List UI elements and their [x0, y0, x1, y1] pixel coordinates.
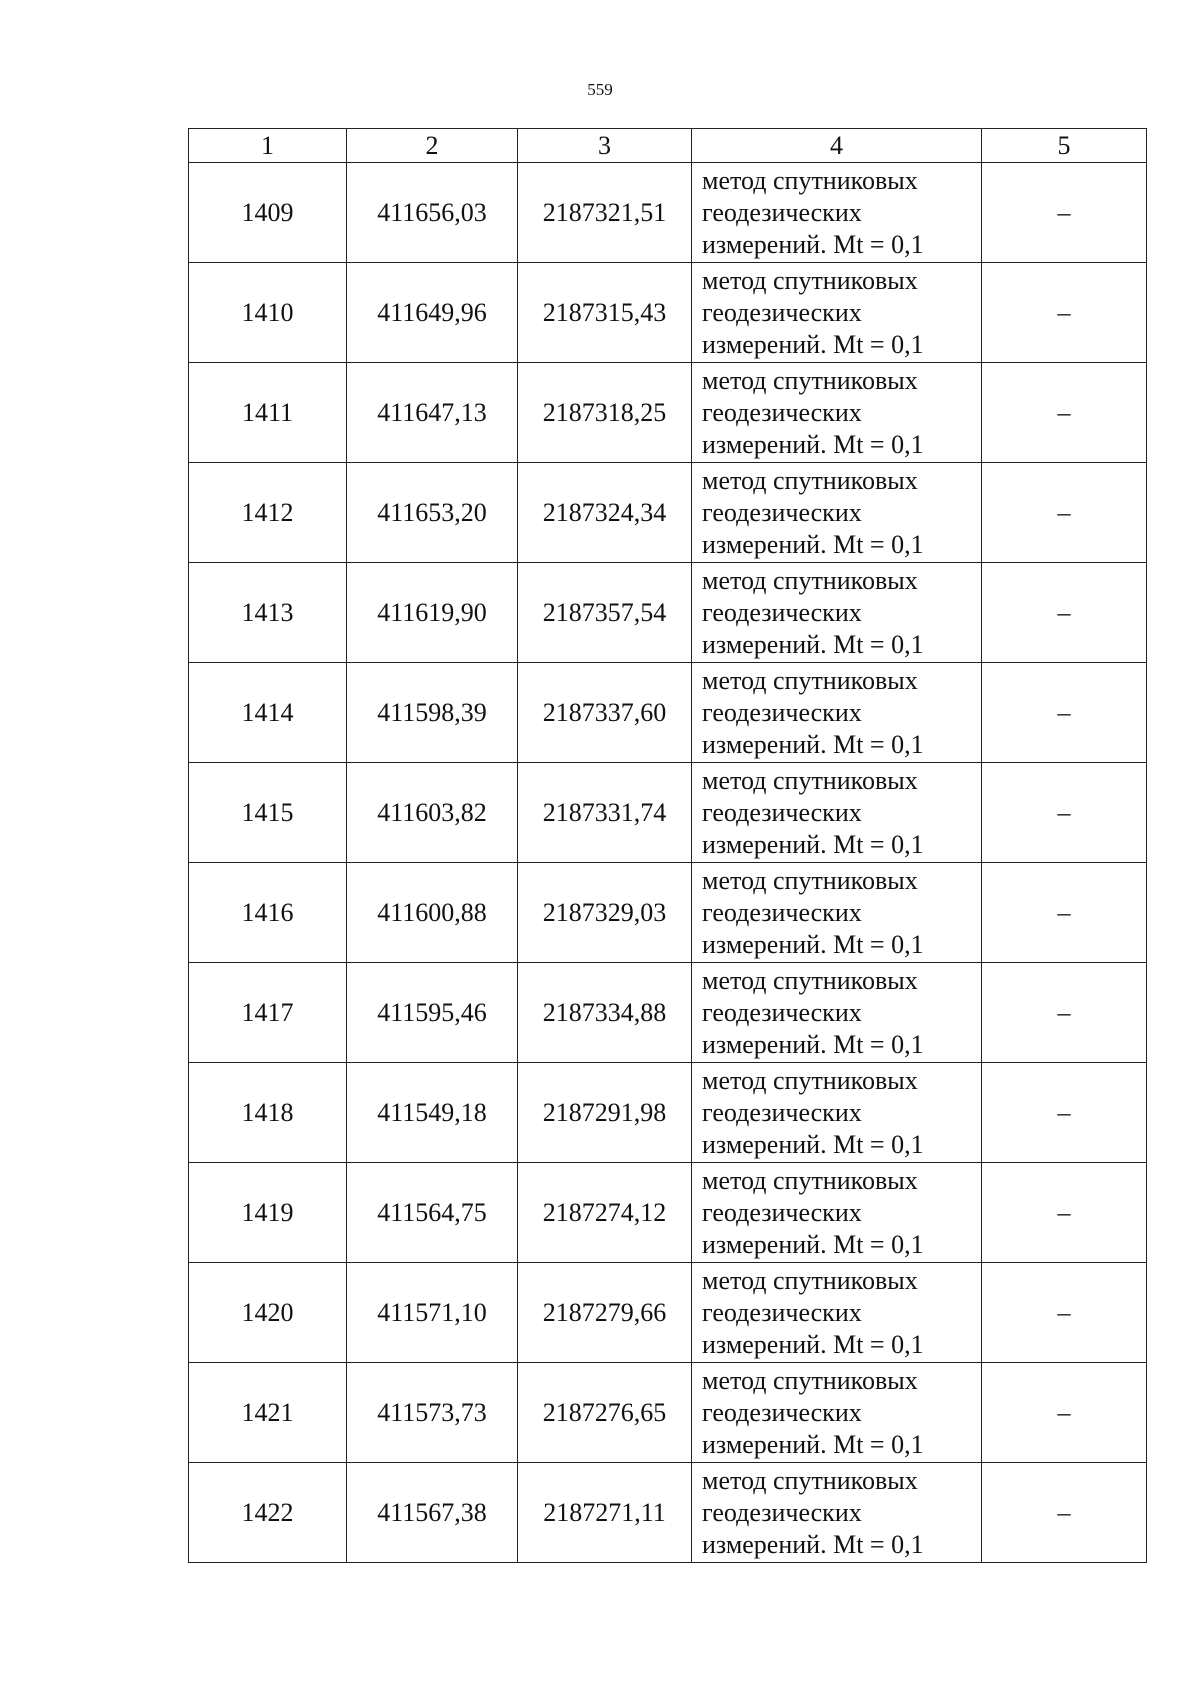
- table-header: [189, 129, 1147, 163]
- note-cell: –: [982, 563, 1147, 663]
- x-coordinate-cell: 411571,10: [347, 1263, 518, 1363]
- note-cell: –: [982, 663, 1147, 763]
- method-line: измерений. Mt = 0,1: [702, 929, 924, 959]
- point-number-cell: 1412: [189, 463, 347, 563]
- point-number-cell: 1417: [189, 963, 347, 1063]
- y-coordinate-cell: 2187315,43: [518, 263, 692, 363]
- method-line: метод спутниковых: [702, 1165, 918, 1195]
- method-line: геодезических: [702, 1297, 862, 1327]
- x-coordinate-cell: 411603,82: [347, 763, 518, 863]
- x-coordinate-cell: 411656,03: [347, 163, 518, 263]
- point-number-cell: 1416: [189, 863, 347, 963]
- method-line: геодезических: [702, 1497, 862, 1527]
- method-cell: [692, 463, 982, 563]
- note-cell: –: [982, 1263, 1147, 1363]
- y-coordinate-cell: 2187318,25: [518, 363, 692, 463]
- coordinates-table: [188, 128, 1147, 1563]
- method-cell: [692, 1463, 982, 1563]
- method-line: геодезических: [702, 297, 862, 327]
- method-line: измерений. Mt = 0,1: [702, 329, 924, 359]
- note-cell: –: [982, 363, 1147, 463]
- y-coordinate-cell: 2187334,88: [518, 963, 692, 1063]
- y-coordinate-cell: 2187276,65: [518, 1363, 692, 1463]
- table-row: [189, 963, 1147, 1063]
- x-coordinate-cell: 411573,73: [347, 1363, 518, 1463]
- method-line: метод спутниковых: [702, 465, 918, 495]
- method-line: метод спутниковых: [702, 165, 918, 195]
- table-row: [189, 763, 1147, 863]
- method-cell: [692, 863, 982, 963]
- method-line: метод спутниковых: [702, 565, 918, 595]
- x-coordinate-cell: 411600,88: [347, 863, 518, 963]
- method-cell: [692, 563, 982, 663]
- table-row: [189, 563, 1147, 663]
- method-line: геодезических: [702, 397, 862, 427]
- table-row: [189, 1263, 1147, 1363]
- point-number-cell: 1410: [189, 263, 347, 363]
- method-line: измерений. Mt = 0,1: [702, 729, 924, 759]
- method-cell: [692, 363, 982, 463]
- method-line: геодезических: [702, 497, 862, 527]
- x-coordinate-cell: 411653,20: [347, 463, 518, 563]
- column-header-4: 4: [692, 129, 982, 163]
- method-line: метод спутниковых: [702, 1065, 918, 1095]
- header-row: [189, 129, 1147, 163]
- method-cell: [692, 1163, 982, 1263]
- method-cell: [692, 1063, 982, 1163]
- note-cell: –: [982, 1463, 1147, 1563]
- x-coordinate-cell: 411567,38: [347, 1463, 518, 1563]
- y-coordinate-cell: 2187271,11: [518, 1463, 692, 1563]
- point-number-cell: 1420: [189, 1263, 347, 1363]
- y-coordinate-cell: 2187291,98: [518, 1063, 692, 1163]
- method-line: метод спутниковых: [702, 765, 918, 795]
- column-header-2: 2: [347, 129, 518, 163]
- method-line: измерений. Mt = 0,1: [702, 429, 924, 459]
- x-coordinate-cell: 411647,13: [347, 363, 518, 463]
- table-row: [189, 1463, 1147, 1563]
- table-row: [189, 663, 1147, 763]
- note-cell: –: [982, 1063, 1147, 1163]
- method-line: геодезических: [702, 1397, 862, 1427]
- y-coordinate-cell: 2187331,74: [518, 763, 692, 863]
- method-line: измерений. Mt = 0,1: [702, 1429, 924, 1459]
- method-line: метод спутниковых: [702, 265, 918, 295]
- method-line: метод спутниковых: [702, 365, 918, 395]
- note-cell: –: [982, 1163, 1147, 1263]
- note-cell: –: [982, 1363, 1147, 1463]
- method-line: метод спутниковых: [702, 1265, 918, 1295]
- point-number-cell: 1413: [189, 563, 347, 663]
- method-line: геодезических: [702, 1197, 862, 1227]
- note-cell: –: [982, 763, 1147, 863]
- note-cell: –: [982, 463, 1147, 563]
- method-cell: [692, 1363, 982, 1463]
- table-row: [189, 863, 1147, 963]
- point-number-cell: 1411: [189, 363, 347, 463]
- x-coordinate-cell: 411598,39: [347, 663, 518, 763]
- y-coordinate-cell: 2187324,34: [518, 463, 692, 563]
- table-body: [189, 163, 1147, 1563]
- method-line: измерений. Mt = 0,1: [702, 1329, 924, 1359]
- method-line: метод спутниковых: [702, 1365, 918, 1395]
- method-line: метод спутниковых: [702, 965, 918, 995]
- method-line: геодезических: [702, 997, 862, 1027]
- point-number-cell: 1418: [189, 1063, 347, 1163]
- y-coordinate-cell: 2187329,03: [518, 863, 692, 963]
- method-line: метод спутниковых: [702, 665, 918, 695]
- method-line: геодезических: [702, 1097, 862, 1127]
- method-line: метод спутниковых: [702, 865, 918, 895]
- method-cell: [692, 663, 982, 763]
- table-row: [189, 1063, 1147, 1163]
- point-number-cell: 1414: [189, 663, 347, 763]
- table-row: [189, 463, 1147, 563]
- method-line: геодезических: [702, 797, 862, 827]
- method-line: измерений. Mt = 0,1: [702, 529, 924, 559]
- method-cell: [692, 763, 982, 863]
- note-cell: –: [982, 863, 1147, 963]
- point-number-cell: 1421: [189, 1363, 347, 1463]
- point-number-cell: 1415: [189, 763, 347, 863]
- y-coordinate-cell: 2187274,12: [518, 1163, 692, 1263]
- y-coordinate-cell: 2187357,54: [518, 563, 692, 663]
- method-line: измерений. Mt = 0,1: [702, 1529, 924, 1559]
- table-row: [189, 1363, 1147, 1463]
- note-cell: –: [982, 163, 1147, 263]
- method-line: измерений. Mt = 0,1: [702, 1029, 924, 1059]
- y-coordinate-cell: 2187321,51: [518, 163, 692, 263]
- method-line: геодезических: [702, 197, 862, 227]
- method-cell: [692, 1263, 982, 1363]
- table-row: [189, 163, 1147, 263]
- x-coordinate-cell: 411649,96: [347, 263, 518, 363]
- method-line: геодезических: [702, 697, 862, 727]
- method-cell: [692, 263, 982, 363]
- y-coordinate-cell: 2187337,60: [518, 663, 692, 763]
- table-row: [189, 263, 1147, 363]
- method-cell: [692, 963, 982, 1063]
- method-line: измерений. Mt = 0,1: [702, 629, 924, 659]
- column-header-3: 3: [518, 129, 692, 163]
- y-coordinate-cell: 2187279,66: [518, 1263, 692, 1363]
- method-line: измерений. Mt = 0,1: [702, 229, 924, 259]
- method-line: измерений. Mt = 0,1: [702, 829, 924, 859]
- table-row: [189, 363, 1147, 463]
- page-number: 559: [587, 80, 613, 99]
- point-number-cell: 1419: [189, 1163, 347, 1263]
- x-coordinate-cell: 411549,18: [347, 1063, 518, 1163]
- x-coordinate-cell: 411564,75: [347, 1163, 518, 1263]
- table-row: [189, 1163, 1147, 1263]
- column-header-5: 5: [982, 129, 1147, 163]
- column-header-1: 1: [189, 129, 347, 163]
- note-cell: –: [982, 263, 1147, 363]
- note-cell: –: [982, 963, 1147, 1063]
- method-line: измерений. Mt = 0,1: [702, 1129, 924, 1159]
- method-line: геодезических: [702, 597, 862, 627]
- method-line: геодезических: [702, 897, 862, 927]
- point-number-cell: 1422: [189, 1463, 347, 1563]
- x-coordinate-cell: 411595,46: [347, 963, 518, 1063]
- point-number-cell: 1409: [189, 163, 347, 263]
- method-line: измерений. Mt = 0,1: [702, 1229, 924, 1259]
- x-coordinate-cell: 411619,90: [347, 563, 518, 663]
- method-cell: [692, 163, 982, 263]
- method-line: метод спутниковых: [702, 1465, 918, 1495]
